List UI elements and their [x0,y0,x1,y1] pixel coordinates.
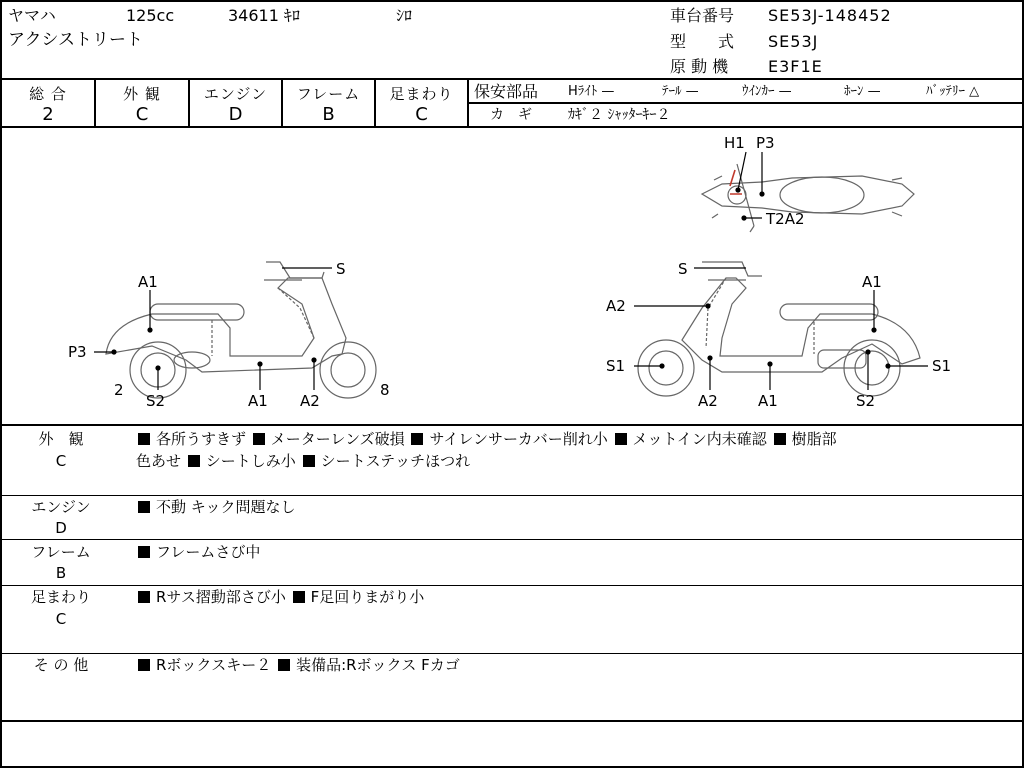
grade-strip [2,80,1022,128]
bullet-icon [615,433,627,445]
detail-category: エンジン [31,498,91,516]
bullet-icon [138,546,150,558]
label-top-t2a2: T2A2 [766,210,805,228]
detail-item: フレームさび中 [156,543,261,561]
detail-grade: B [55,564,67,582]
detail-text [136,496,1008,518]
label-right-a1-top: A1 [862,273,882,291]
detail-row-exterior [2,426,1022,496]
label-left-2: 2 [114,381,124,399]
body-color: ｼﾛ [396,6,413,25]
detail-item: 装備品:Rボックス Fカゴ [296,656,460,674]
grade-value: C [415,104,428,125]
frame-no-label: 車台番号 [670,6,735,25]
grade-label: エンジン [203,85,268,103]
label-right-s: S [678,260,688,278]
detail-item: Rサス摺動部さび小 [156,588,286,606]
bullet-icon [253,433,265,445]
safety-taillight: ﾃｰﾙ — [662,84,699,99]
detail-text [136,428,1008,472]
grade-label: 総 合 [29,85,67,103]
grade-label: 外 観 [123,85,161,103]
detail-item: F足回りまがり小 [310,588,425,606]
bullet-icon [138,501,150,513]
label-top-h1: H1 [724,134,745,152]
detail-grade: C [55,610,67,628]
detail-row-engine [2,496,1022,540]
safety-battery: ﾊﾞｯﾃﾘｰ △ [926,84,980,99]
detail-row-suspension [2,586,1022,654]
label-right-s1-left: S1 [606,357,626,375]
scooter-diagram-svg [2,128,1022,426]
bullet-icon [411,433,423,445]
key-value: ｶｷﾞ２ ｼｬｯﾀｰｷｰ２ [568,107,671,123]
engine-value: E3F1E [768,57,823,76]
grade-value: C [135,104,149,125]
grade-value: B [322,104,335,125]
grade-overall [2,80,96,126]
label-top-p3: P3 [756,134,775,152]
label-left-a2: A2 [300,392,320,410]
frame-no: SE53J-148452 [768,6,892,25]
detail-category: そ の 他 [33,656,89,674]
type-label: 型 式 [670,32,735,51]
detail-text [136,541,1008,563]
detail-item: メーターレンズ破損 [270,430,405,448]
safety-divider [469,102,1022,104]
bullet-icon [138,591,150,603]
detail-grade: D [55,519,67,537]
detail-item: 各所うすきず [156,430,247,448]
model-name: アクシストリート [8,30,143,50]
grade-suspension [376,80,469,126]
safety-title: 保安部品 [474,82,539,101]
key-label: カ ギ [490,107,532,123]
label-right-a2-top: A2 [606,297,626,315]
label-left-p3: P3 [68,343,87,361]
grade-frame [283,80,376,126]
displacement: 125cc [126,6,175,25]
bullet-icon [138,433,150,445]
mileage: 34611 ｷﾛ [228,6,300,25]
grade-exterior [96,80,190,126]
safety-winker: ｳｲﾝｶｰ — [742,84,792,99]
label-left-a1-top: A1 [138,273,158,291]
detail-item: 樹脂部 [791,430,837,448]
grade-value: 2 [42,104,54,125]
label-right-a1-bottom: A1 [758,392,778,410]
maker: ヤマハ [8,6,56,25]
detail-item: シートステッチほつれ [320,452,471,470]
detail-item: シートしみ小 [205,452,296,470]
bullet-icon [138,659,150,671]
bullet-icon [293,591,305,603]
detail-item: Rボックスキー２ [156,656,272,674]
grade-label: フレーム [296,85,361,103]
safety-horn: ﾎｰﾝ — [844,84,881,99]
label-left-s: S [336,260,346,278]
detail-category: フレーム [31,543,91,561]
bullet-icon [278,659,290,671]
engine-label: 原 動 機 [670,57,729,76]
vehicle-header [2,2,1022,80]
detail-item: メットイン内未確認 [632,430,767,448]
detail-item: 不動 キック問題なし [156,498,296,516]
bullet-icon [774,433,786,445]
bullet-icon [303,455,315,467]
grade-value: D [228,104,243,125]
label-left-s2: S2 [146,392,166,410]
label-right-s1-right: S1 [932,357,952,375]
label-left-a1-bottom: A1 [248,392,268,410]
detail-text [136,654,1008,676]
detail-category: 外 観 [38,430,84,448]
damage-diagram [2,128,1022,426]
detail-row-frame [2,540,1022,586]
grade-engine [190,80,283,126]
detail-grade: C [55,452,67,470]
detail-item: サイレンサーカバー削れ小 [429,430,608,448]
detail-row-other [2,654,1022,722]
detail-item: 色あせ [136,452,182,470]
label-right-s2: S2 [856,392,876,410]
detail-category: 足まわり [30,588,91,606]
label-left-8: 8 [380,381,390,399]
detail-text [136,586,1008,608]
type-value: SE53J [768,32,819,51]
grade-label: 足まわり [389,85,454,103]
safety-headlight: Hﾗｲﾄ — [568,84,615,99]
label-right-a2-bottom: A2 [698,392,718,410]
bullet-icon [188,455,200,467]
